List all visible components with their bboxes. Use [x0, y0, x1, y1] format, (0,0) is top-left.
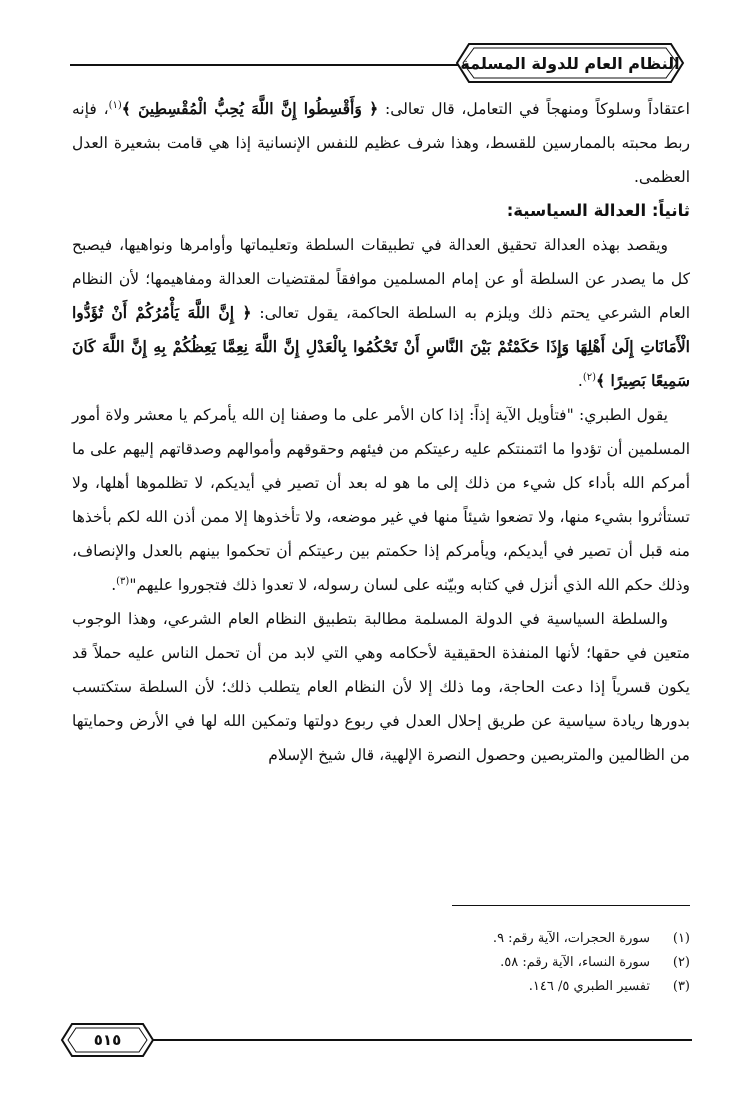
footnote-item	[72, 927, 690, 951]
page-number: ٥١٥	[93, 1031, 122, 1049]
header-rule	[70, 64, 460, 66]
footnote-text: تفسير الطبري ٥/ ١٤٦.	[528, 979, 650, 994]
paragraph-2	[72, 228, 690, 398]
p2-text: ويقصد بهذه العدالة تحقيق العدالة في تطبيقات السلطة وتعليماتها وأوامرها ونواهيها، فيصبح كل ما يصدر عن السلطة أو عن إمام المسلمين موافقاً لمقتضيات العدالة ومفاهيمها؛ لأن النظام العام الشرعي يحتم ذلك ويلزم به السلطة الحاكمة، يقول تعالى:	[72, 236, 691, 322]
paragraph-4: والسلطة السياسية في الدولة المسلمة مطالبة بتطبيق النظام العام الشرعي، وهذا الوجوب متعين في حقها؛ لأنها المنفذة الحقيقية لأحكامه وهي التي لابد من أن تحمل الناس عليه حملاً قد يكون قسرياً إذا دعت الحاجة، وما ذلك إلا لأن النظام العام يتطلب ذلك؛ لأن السلطة ستكتسب بدورها ريادة سياسية عن طريق إحلال العدل في ربوع دولتها وتمكين الله لها في الأرض وحمايتها من الظالمين والمتربصين وحصول النصرة الإلهية، قال شيخ الإسلام	[72, 610, 690, 764]
paragraph-3	[72, 398, 690, 602]
p1-text-end: ، فإنه ربط محبته بالممارسين للقسط، وهذا شرف عظيم للنفس الإنسانية إذا هي قامت بشعيرة العدل العظمى.	[72, 100, 690, 186]
p1-text-start: اعتقاداً وسلوكاً ومنهجاً في التعامل، قال تعالى:	[378, 100, 690, 118]
running-title: النظام العام للدولة المسلمة	[460, 53, 680, 73]
paragraph-1	[72, 92, 690, 194]
page-header	[70, 40, 692, 90]
page-number-badge	[60, 1022, 155, 1058]
p2-text-end: .	[577, 372, 583, 390]
footnote-text: سورة النساء، الآية رقم: ٥٨.	[500, 955, 650, 970]
footnotes	[72, 905, 690, 999]
footnote-number: (٢)	[672, 955, 690, 970]
footnote-list	[72, 905, 690, 999]
quran-verse-1: ﴿ وَأَقْسِطُوا إِنَّ اللَّهَ يُحِبُّ الْمُقْسِطِينَ ﴾	[121, 99, 379, 118]
quran-verse-2: ﴿ إِنَّ اللَّهَ يَأْمُرُكُمْ أَنْ تُؤَدُّوا الْأَمَانَاتِ إِلَىٰ أَهْلِهَا وَإِذَا حَكَمْتُمْ بَيْنَ النَّاسِ أَنْ تَحْكُمُوا بِالْعَدْلِ إِنَّ اللَّهَ نِعِمَّا يَعِظُكُمْ بِهِ إِنَّ اللَّهَ كَانَ سَمِيعًا بَصِيرًا ﴾	[72, 303, 690, 390]
main-text	[72, 92, 690, 772]
section-heading: ثانياً: العدالة السياسية:	[506, 201, 690, 220]
header-badge	[455, 42, 685, 84]
footnote-text: سورة الحجرات، الآية رقم: ٩.	[492, 931, 650, 946]
footnote-item	[72, 951, 690, 975]
footnote-number: (١)	[672, 931, 690, 946]
footer-rule	[152, 1039, 692, 1041]
p3-text: يقول الطبري: "فتأويل الآية إذاً: إذا كان الأمر على ما وصفنا إن الله يأمركم يا معشر ولاة أمور المسلمين أن تؤدوا ما ائتمنتكم عليه رعيتكم من فيئهم وحقوقهم وأموالهم وصدقاتهم إليهم على ما أمركم الله بأداء كل شيء من ذلك إلى ما هو له بعد أن تصير في أيديكم، لا تظلموها أهلها، ولا تستأثروا بشيء منها، ولا تضعوا شيئاً منها في غير موضعه، ولا تأخذوها إلا ممن أذن الله لكم بأخذها منه قبل أن تصير في أيديكم، ويأمركم إذا حكمتم بين رعيتكم أن تحكموا بينهم بالعدل والإنصاف، وذلك حكم الله الذي أنزل في كتابه وبيّنه على لسان رسوله، لا تعدوا ذلك فتجوروا عليهم"	[72, 406, 690, 594]
footnote-ref-1: (١)	[108, 99, 122, 111]
footnote-number: (٣)	[672, 979, 690, 994]
footnote-item	[72, 975, 690, 999]
footnote-ref-3: (٣)	[116, 575, 130, 587]
footnote-rule	[452, 905, 690, 906]
footnote-ref-2: (٢)	[582, 371, 596, 383]
p3-text-end: .	[111, 576, 117, 594]
